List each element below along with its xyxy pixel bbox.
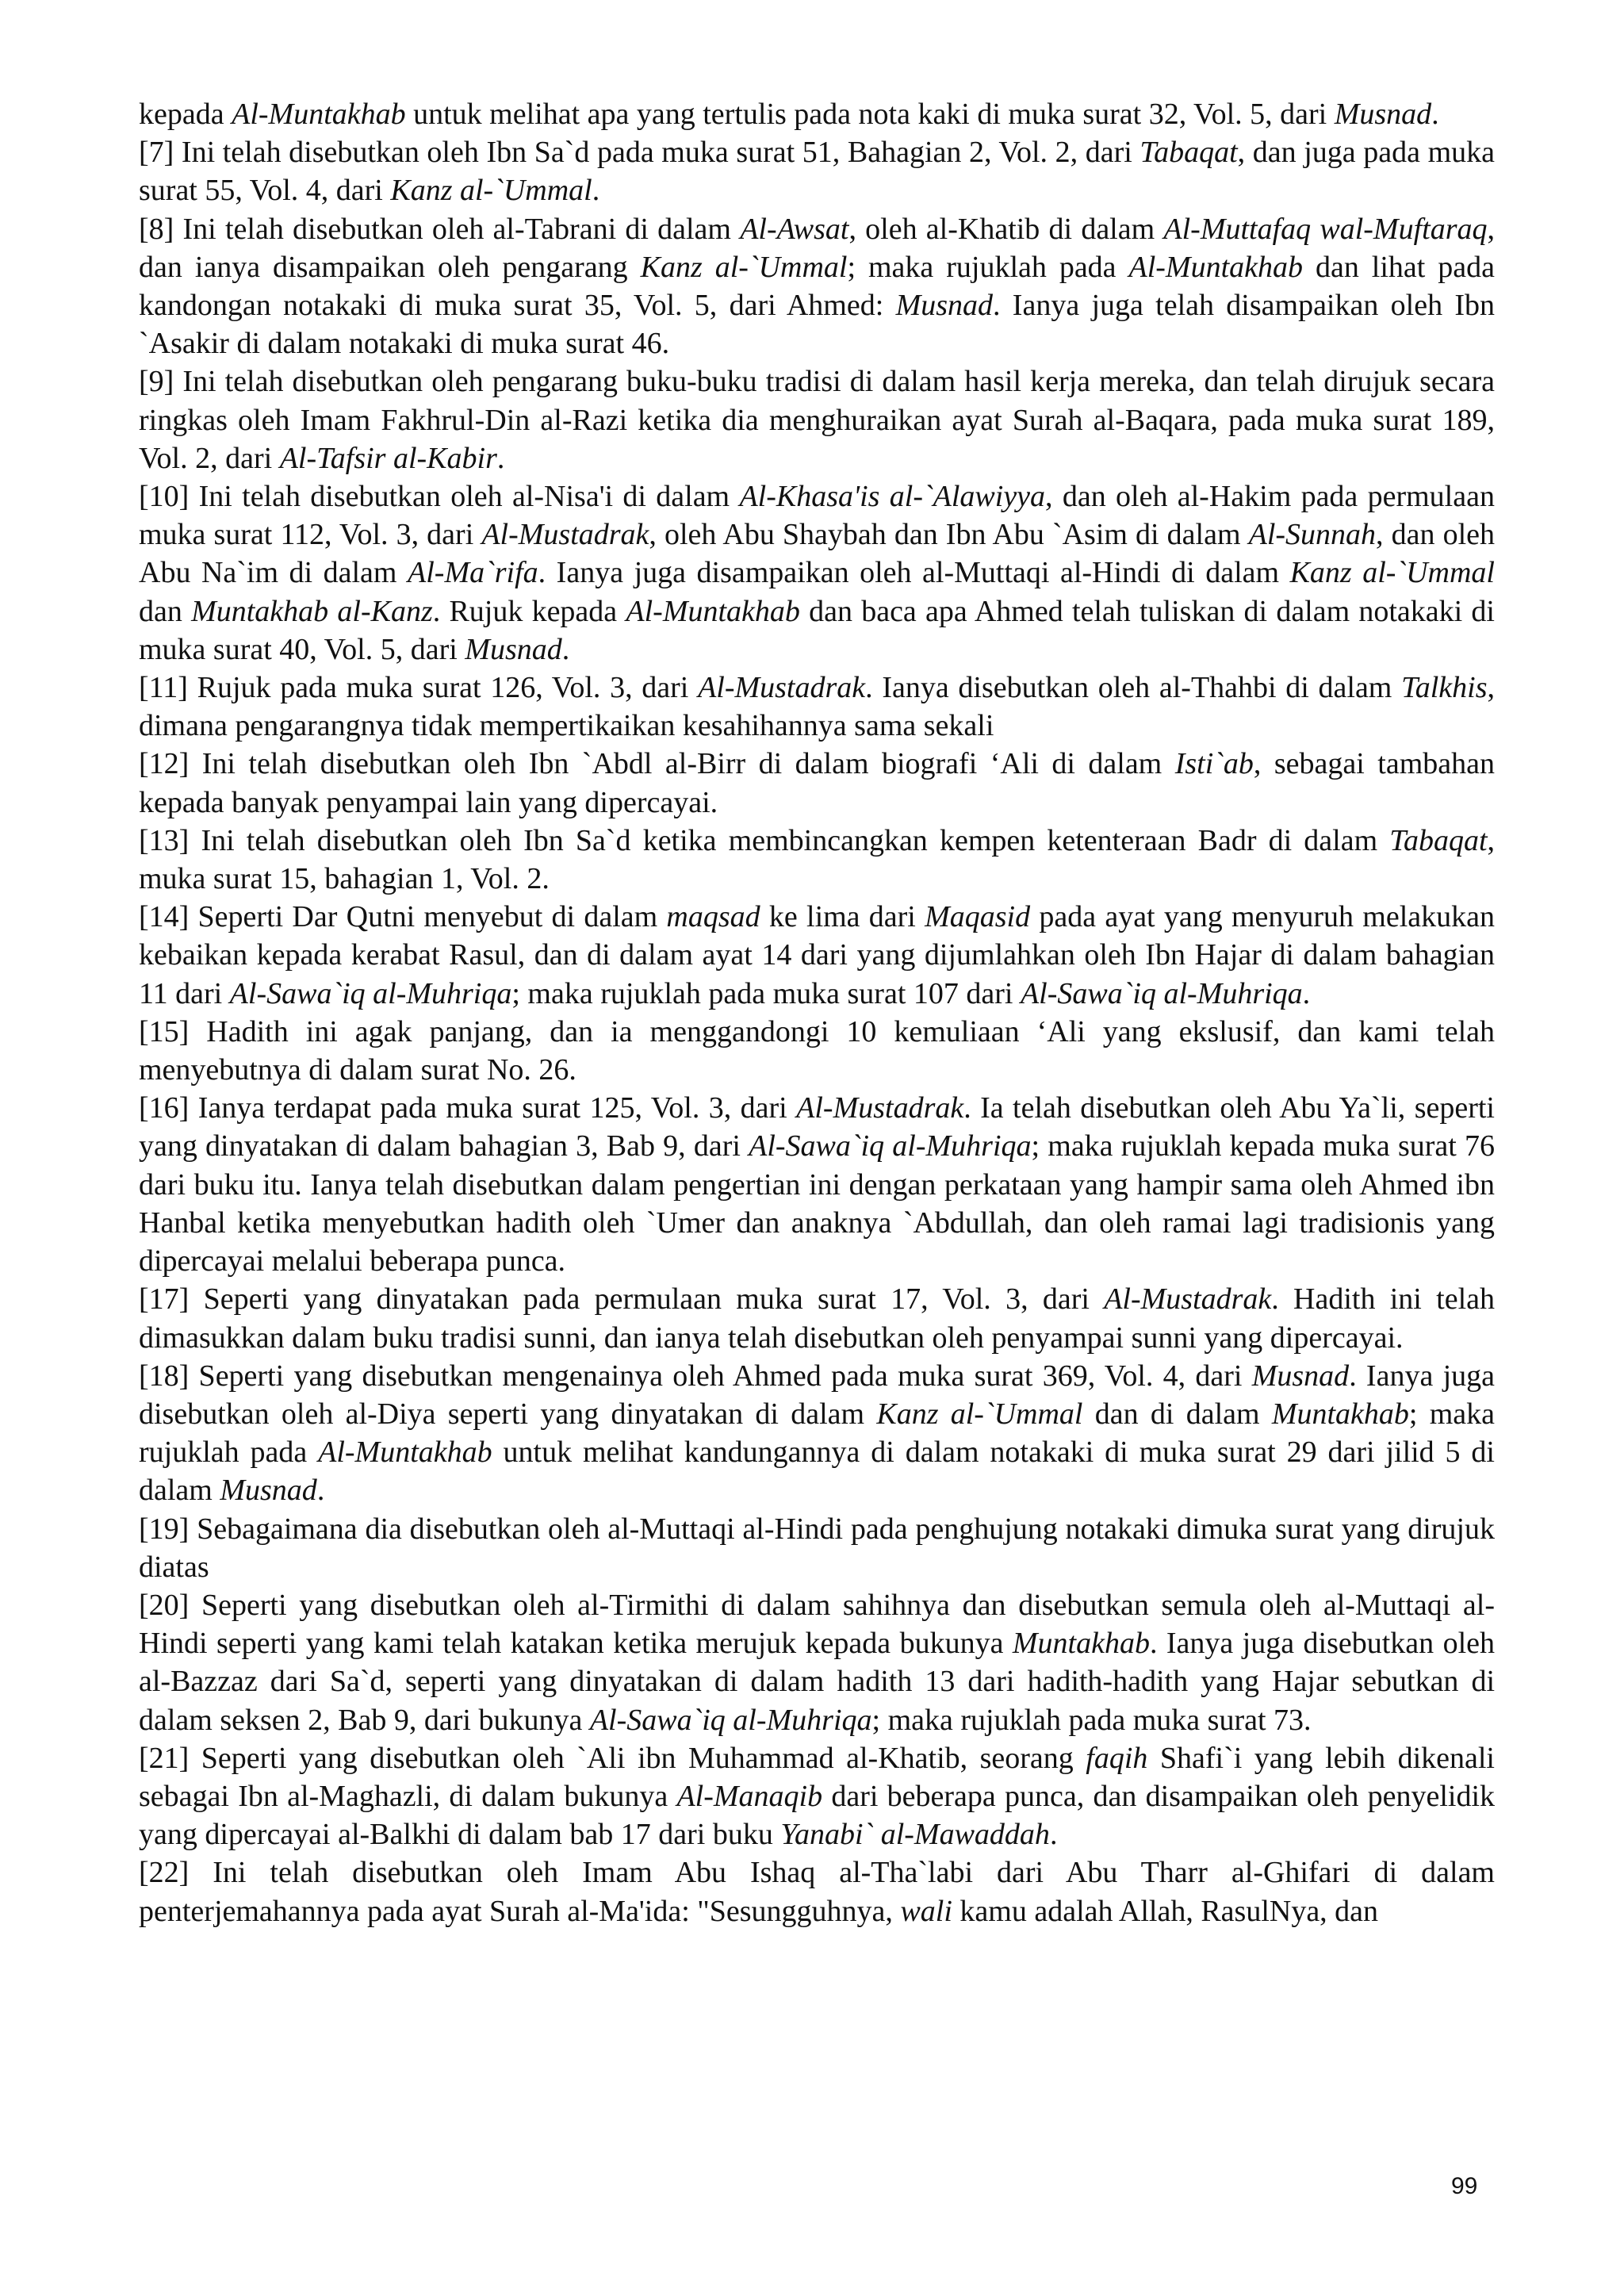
italic-title: Musnad — [895, 289, 994, 323]
text-segment: [15] Hadith ini agak panjang, dan ia menggandongi 10 kemuliaan ‘Ali yang ekslusif, dan kami telah menyebutnya di dalam surat No. 26. — [139, 1014, 1503, 1087]
italic-title: Al-Tafsir al-Kabir — [279, 441, 497, 475]
italic-title: Kanz al-`Ummal — [1289, 556, 1495, 590]
text-segment: Shafi`i yang lebih dikenali sebagai Ibn al-Maghazli, di dalam bukunya — [139, 1741, 1503, 1813]
italic-title: Musnad — [1334, 98, 1432, 131]
text-segment: . Hadith ini telah dimasukkan dalam buku tradisi sunni, dan ianya telah disebutkan oleh penyampai sunni yang dipercayai. — [139, 1282, 1503, 1355]
footnote-paragraph — [139, 133, 1503, 209]
text-segment: , dimana pengarangnya tidak mempertikaikan kesahihannya sama sekali — [139, 671, 1503, 743]
footnote-paragraph — [139, 1280, 1503, 1356]
italic-title: Al-Muttafaq wal-Muftaraq — [1163, 212, 1488, 246]
footnote-paragraph — [139, 477, 1510, 669]
text-segment: dan baca apa Ahmed telah tuliskan di dalam notakaki di muka surat 40, Vol. 5, dari — [139, 594, 1503, 666]
text-segment: ; maka rujuklah pada — [139, 1397, 1503, 1470]
text-segment: ; maka rujuklah kepada muka surat 76 dari buku itu. Ianya telah disebutkan dalam pengertian ini dengan perkataan yang hampir sama oleh Ahmed ibn Hanbal ketika menyebutkan hadith oleh `Umer dan anaknya `Abdullah, dan oleh ramai lagi tradisionis yang dipercayai melalui beberapa punca. — [139, 1129, 1503, 1278]
italic-title: Al-Sawa`iq al-Muhriqa — [749, 1129, 1032, 1163]
italic-title: Al-Manaqib — [676, 1779, 823, 1813]
italic-title: Al-Sawa`iq al-Muhriqa — [229, 976, 512, 1010]
italic-title: Muntakhab — [1271, 1397, 1409, 1431]
italic-title: Al-Sunnah — [1248, 518, 1377, 552]
italic-title: Yanabi` al-Mawaddah — [780, 1818, 1050, 1852]
text-segment: [8] Ini telah disebutkan oleh al-Tabrani di dalam — [139, 212, 741, 246]
footnote-paragraph — [139, 745, 1503, 821]
text-segment: [14] Seperti Dar Qutni menyebut di dalam — [139, 900, 667, 934]
text-segment: untuk melihat apa yang tertulis pada nota kaki di muka surat 32, Vol. 5, dari — [405, 98, 1335, 131]
page-number: 99 — [1451, 2173, 1478, 2199]
text-segment: [17] Seperti yang dinyatakan pada permulaan muka surat 17, Vol. 3, dari — [139, 1282, 1105, 1317]
text-segment: [12] Ini telah disebutkan oleh Ibn `Abdl al-Birr di dalam biografi ‘Ali di dalam — [139, 747, 1175, 781]
italic-title: Al-Awsat — [740, 212, 849, 246]
text-segment: [21] Seperti yang disebutkan oleh `Ali ibn Muhammad al-Khatib, seorang — [139, 1741, 1086, 1775]
text-segment: ; maka rujuklah pada muka surat 107 dari — [511, 976, 1021, 1010]
italic-title: Kanz al-`Ummal — [390, 174, 592, 208]
text-segment: [22] Ini telah disebutkan oleh Imam Abu Ishaq al-Tha`labi dari Abu Tharr al-Ghifari di dalam penterjemahannya pada ayat Surah al-Ma'ida: "Sesungguhnya, — [139, 1856, 1503, 1928]
italic-title: Al-Mustadrak — [698, 671, 866, 705]
italic-title: faqih — [1086, 1741, 1148, 1775]
italic-title: Al-Mustadrak — [1104, 1282, 1272, 1317]
footnote-paragraph — [139, 898, 1510, 1013]
footnotes-body — [139, 95, 1510, 1930]
footnote-paragraph — [139, 1357, 1503, 1510]
footnote-paragraph — [139, 822, 1503, 898]
text-segment: . — [1302, 976, 1311, 1010]
text-segment: , sebagai tambahan kepada banyak penyampai lain yang dipercayai. — [139, 747, 1503, 819]
italic-title: Musnad — [465, 632, 562, 666]
italic-title: Musnad — [220, 1474, 317, 1508]
text-segment: , oleh Abu Shaybah dan Ibn Abu `Asim di dalam — [649, 518, 1249, 552]
text-segment: . Ianya juga telah disampaikan oleh Ibn `Asakir di dalam notakaki di muka surat 46. — [139, 289, 1503, 361]
footnote-paragraph — [139, 210, 1503, 363]
italic-title: Al-Sawa`iq al-Muhriqa — [589, 1703, 872, 1737]
footnote-paragraph — [139, 1853, 1503, 1930]
footnote-paragraph — [139, 1510, 1503, 1586]
italic-title: Al-Muntakhab — [1128, 250, 1304, 284]
text-segment: dan lihat pada kandongan notakaki di muka surat 35, Vol. 5, dari Ahmed: — [139, 250, 1503, 323]
italic-title: Talkhis — [1401, 671, 1488, 705]
italic-title: Al-Muntakhab — [626, 594, 800, 628]
text-segment: , dan oleh Abu Na`im di dalam — [139, 518, 1510, 590]
text-segment: [9] Ini telah disebutkan oleh pengarang buku-buku tradisi di dalam hasil kerja mereka, dan telah dirujuk secara ringkas oleh Imam Fakhrul-Din al-Razi ketika dia menghuraikan ayat Surah al-Baqara, pada muka surat 189, Vol. 2, dari — [139, 365, 1503, 475]
footnote-paragraph — [139, 95, 1495, 133]
footnote-paragraph — [139, 1586, 1503, 1739]
text-segment: , dan oleh al-Hakim pada permulaan muka surat 112, Vol. 3, dari — [139, 480, 1503, 552]
text-segment: [11] Rujuk pada muka surat 126, Vol. 3, dari — [139, 671, 699, 705]
text-segment: . — [316, 1474, 325, 1508]
text-segment: dan di dalam — [1082, 1397, 1272, 1431]
footnote-paragraph — [139, 669, 1503, 745]
italic-title: Muntakhab al-Kanz — [191, 594, 433, 628]
text-segment: . Ianya juga disebutkan oleh al-Diya seperti yang dinyatakan di dalam — [139, 1359, 1503, 1431]
italic-title: Maqasid — [925, 900, 1031, 934]
text-segment: , oleh al-Khatib di dalam — [848, 212, 1164, 246]
italic-title: Kanz al-`Ummal — [876, 1397, 1083, 1431]
italic-title: Al-Mustadrak — [796, 1091, 964, 1125]
italic-title: Al-Sawa`iq al-Muhriqa — [1020, 976, 1303, 1010]
footnote-paragraph — [139, 1739, 1503, 1854]
text-segment: pada ayat yang menyuruh melakukan kebaikan kepada kerabat Rasul, dan di dalam ayat 14 dari yang dijumlahkan oleh Ibn Hajar di dalam bahagian 11 dari — [139, 900, 1510, 1010]
footnote-paragraph — [139, 1013, 1503, 1089]
text-segment: kamu adalah Allah, RasulNya, dan — [952, 1894, 1379, 1928]
italic-title: Al-Ma`rifa — [408, 556, 538, 590]
italic-title: Tabaqat — [1139, 136, 1238, 170]
text-segment: , dan ianya disampaikan oleh pengarang — [139, 212, 1503, 284]
italic-title: maqsad — [666, 900, 760, 934]
italic-title: Tabaqat — [1389, 823, 1488, 857]
italic-title: Kanz al-`Ummal — [640, 250, 848, 284]
text-segment: [7] Ini telah disebutkan oleh Ibn Sa`d pada muka surat 51, Bahagian 2, Vol. 2, dari — [139, 136, 1140, 170]
italic-title: Isti`ab — [1174, 747, 1254, 781]
italic-title: Al-Khasa'is al-`Alawiyya — [739, 480, 1046, 514]
footnote-paragraph — [139, 1089, 1503, 1280]
text-segment: , dan juga pada muka surat 55, Vol. 4, dari — [139, 136, 1503, 208]
text-segment: ke lima dari — [760, 900, 925, 934]
text-segment: [16] Ianya terdapat pada muka surat 125, Vol. 3, dari — [139, 1091, 797, 1125]
text-segment: dan — [139, 556, 1503, 628]
text-segment: ; maka rujuklah pada muka surat 73. — [871, 1703, 1312, 1737]
text-segment: ; maka rujuklah pada — [847, 250, 1129, 284]
text-segment: . Ia telah disebutkan oleh Abu Ya`li, seperti yang dinyatakan di dalam bahagian 3, Bab 9, dari — [139, 1091, 1503, 1163]
italic-title: wali — [900, 1894, 952, 1928]
text-segment: kepada — [139, 98, 232, 131]
text-segment: dari beberapa punca, dan disampaikan oleh penyelidik yang dipercayai al-Balkhi di dalam bab 17 dari buku — [139, 1779, 1503, 1852]
italic-title: Muntakhab — [1012, 1627, 1150, 1661]
footnote-paragraph — [139, 362, 1503, 477]
text-segment: . Ianya disebutkan oleh al-Thahbi di dalam — [865, 671, 1402, 705]
text-segment: . — [561, 632, 570, 666]
text-segment: [13] Ini telah disebutkan oleh Ibn Sa`d ketika membincangkan kempen ketenteraan Badr di dalam — [139, 823, 1390, 857]
text-segment: . — [1431, 98, 1439, 131]
text-segment: . — [496, 441, 505, 475]
text-segment: . — [592, 174, 600, 208]
text-segment: . — [1049, 1818, 1058, 1852]
text-segment: . Ianya juga disampaikan oleh al-Muttaqi al-Hindi di dalam — [538, 556, 1290, 590]
text-segment: . Rujuk kepada — [432, 594, 626, 628]
text-segment: , muka surat 15, bahagian 1, Vol. 2. — [139, 823, 1503, 896]
italic-title: Al-Muntakhab — [232, 98, 406, 131]
text-segment: [18] Seperti yang disebutkan mengenainya oleh Ahmed pada muka surat 369, Vol. 4, dari — [139, 1359, 1252, 1393]
text-segment: . Ianya juga disebutkan oleh al-Bazzaz dari Sa`d, seperti yang dinyatakan di dalam hadith 13 dari hadith-hadith yang Hajar sebutkan di dalam seksen 2, Bab 9, dari bukunya — [139, 1627, 1503, 1737]
text-segment: [10] Ini telah disebutkan oleh al-Nisa'i di dalam — [139, 480, 740, 514]
text-segment: [20] Seperti yang disebutkan oleh al-Tirmithi di dalam sahihnya dan disebutkan semula oleh al-Muttaqi al-Hindi seperti yang kami telah katakan ketika merujuk kepada bukunya — [139, 1588, 1495, 1661]
italic-title: Al-Muntakhab — [318, 1435, 492, 1470]
italic-title: Musnad — [1251, 1359, 1350, 1393]
italic-title: Al-Mustadrak — [481, 518, 649, 552]
text-segment: untuk melihat kandungannya di dalam notakaki di muka surat 29 dari jilid 5 di dalam — [139, 1435, 1503, 1508]
text-segment: [19] Sebagaimana dia disebutkan oleh al-Muttaqi al-Hindi pada penghujung notakaki dimuka surat yang dirujuk diatas — [139, 1512, 1503, 1584]
